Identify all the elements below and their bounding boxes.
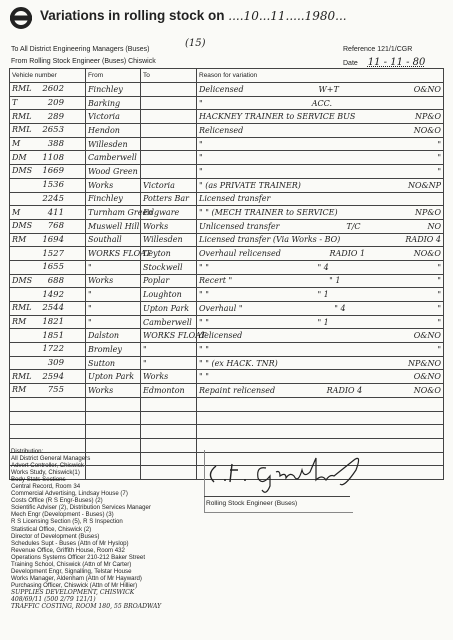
vehicle-number-cell [10,288,86,302]
reason-text: " [199,166,203,176]
from-cell [86,425,141,439]
vehicle-number-cell [10,370,86,384]
vehicle-number-cell [10,110,86,124]
table-row [10,219,444,233]
vehicle-type: RML [12,125,32,135]
table-row [10,83,444,97]
vehicle-type: DMS [12,221,33,231]
reason-note: NP&NO [407,358,441,368]
reason-cell [197,384,444,398]
from-cell: " [86,260,141,274]
reason-code: RADIO 4 [326,385,363,395]
reason-text: Overhaul relicensed [199,249,281,259]
vehicle-num: 1655 [42,262,64,273]
rolling-stock-table [9,68,444,480]
reason-cell [197,425,444,439]
vehicle-num: 2544 [42,303,64,314]
vehicle-type: RML [12,111,32,121]
reason-cell [197,151,444,165]
table-row [10,260,444,274]
distribution-item: Commercial Advertising, Lindsay House (7) [11,490,128,498]
table-row [10,110,444,124]
to-cell: Poplar [141,274,197,288]
page-title [40,8,347,23]
to-cell: Stockwell [141,260,197,274]
to-cell [141,397,197,411]
date-label: Date [343,60,358,67]
distribution-item: Central Record, Room 34 [11,483,81,491]
from-cell [86,397,141,411]
distribution-item: All District General Managers [11,455,91,463]
date-value: 11 - 11 - 80 [367,57,426,68]
from-cell [86,411,141,425]
reason-text: Relicensed [199,125,244,135]
header-reason: Reason for variation [197,69,444,83]
vehicle-number-cell [10,274,86,288]
to-cell [141,165,197,179]
reason-cell [197,206,444,220]
reason-text: Licensed transfer (Via Works - BO) [199,235,341,245]
to-cell [141,110,197,124]
london-transport-roundel-icon [10,7,32,29]
reason-note: NP&O [414,112,441,122]
vehicle-number-cell [10,411,86,425]
reason-text: Delicensed [199,84,244,94]
vehicle-number-cell [10,356,86,370]
table-row [10,356,444,370]
to-cell [141,151,197,165]
vehicle-num: 2594 [42,371,64,382]
vehicle-number-cell [10,397,86,411]
reason-code: RADIO 1 [329,249,366,259]
table-row [10,288,444,302]
reason-cell [197,260,444,274]
reason-cell [197,329,444,343]
reason-note: NO&O [413,125,441,135]
vehicle-number-cell [10,151,86,165]
reason-cell [197,137,444,151]
reason-cell [197,165,444,179]
reason-text: Unlicensed transfer [199,221,280,231]
vehicle-type: RML [12,371,32,381]
from-cell: Muswell Hill [86,219,141,233]
reason-cell [197,233,444,247]
vehicle-num: 388 [47,139,64,150]
table-row [10,343,444,357]
reason-note: " [437,303,441,313]
reason-text: " " [199,372,209,382]
from-cell: WORKS FLOAT [86,247,141,261]
vehicle-number-cell [10,206,86,220]
table-row [10,124,444,138]
from-cell: Hendon [86,124,141,138]
reason-text: " [199,153,203,163]
reason-note: " [437,317,441,327]
reason-cell [197,356,444,370]
from-cell: Victoria [86,110,141,124]
from-cell: Barking [86,96,141,110]
distribution-item: Operations Systems Officer 210-212 Baker Street [11,553,146,561]
sheet-number: (15) [185,38,206,49]
from-cell: Turnham Green [86,206,141,220]
vehicle-number-cell [10,425,86,439]
vehicle-type: DMS [12,275,33,285]
table-row [10,165,444,179]
to-cell: " [141,356,197,370]
vehicle-number-cell [10,260,86,274]
from-cell: Willesden [86,137,141,151]
reason-note: RADIO 4 [405,235,441,245]
signature-image [204,452,384,500]
table-row [10,411,444,425]
distribution-item: Statistical Office, Chiswick (2) [11,525,92,533]
from-cell: " [86,288,141,302]
vehicle-type: RML [12,84,32,94]
table-row [10,96,444,110]
vehicle-type: T [12,98,18,108]
from-cell: Camberwell [86,151,141,165]
distribution-item: Scientific Adviser (2), Distribution Services Manager [11,504,151,512]
reason-text: " " [199,317,209,327]
table-row [10,206,444,220]
vehicle-number-cell [10,384,86,398]
title-text: Variations in rolling stock on [40,8,225,23]
vehicle-number-cell [10,178,86,192]
to-cell: WORKS FLOAT [141,329,197,343]
table-row [10,151,444,165]
distribution-item: Costs Office (R S Engr-Buses) (2) [11,497,103,505]
vehicle-type: RM [12,234,27,244]
from-cell: Works [86,384,141,398]
table-row [10,370,444,384]
table-row [10,192,444,206]
table-row [10,384,444,398]
reason-text: " " [199,290,209,300]
header-vehicle-number: Vehicle number [10,69,86,83]
reason-cell [197,247,444,261]
vehicle-number-cell [10,124,86,138]
distribution-item: 408/69/11 (500 2/79 121/1) [11,595,96,603]
from-cell: Bromley [86,343,141,357]
to-cell [141,411,197,425]
vehicle-num: 2245 [42,193,64,204]
reason-note: O&NO [413,331,441,341]
signature-line [204,496,350,497]
to-cell: Loughton [141,288,197,302]
vehicle-type: RML [12,303,32,313]
reason-note: " [437,276,441,286]
reason-note: O&NO [413,84,441,94]
distribution-item: Director of Development (Buses) [11,532,100,540]
vehicle-number-cell [10,165,86,179]
vehicle-num: 2602 [42,84,64,95]
table-row [10,137,444,151]
reason-code: W+T [318,84,339,94]
vehicle-number-cell [10,83,86,97]
to-cell: " [141,343,197,357]
reason-text: " [199,139,203,149]
vehicle-num: 1694 [42,234,64,245]
reason-text: " [199,98,203,108]
table-row [10,302,444,316]
vehicle-num: 309 [47,358,64,369]
vehicle-num: 1536 [42,180,64,191]
to-line: To All District Engineering Managers (Buses) [11,46,150,53]
reason-note: " [437,166,441,176]
vehicle-num: 2653 [42,125,64,136]
vehicle-number-cell [10,343,86,357]
to-cell: Edgware [141,206,197,220]
reason-note: O&NO [413,372,441,382]
header-to: To [141,69,197,83]
reason-text: " " (ex HACK. TNR) [199,358,278,368]
from-cell: Sutton [86,356,141,370]
vehicle-type: DMS [12,166,33,176]
reason-text: " " [199,344,209,354]
vehicle-number-cell [10,137,86,151]
from-cell: Finchley [86,192,141,206]
reason-note: NP&O [414,208,441,218]
to-cell: Leyton [141,247,197,261]
reason-note: " [437,290,441,300]
distribution-item: Schedules Supt - Buses (Attn of Mr Hyslop) [11,539,129,547]
distribution-item: Purchasing Officer, Chiswick (Attn of Mr Hillier) [11,581,138,589]
vehicle-num: 289 [47,111,64,122]
reason-cell [197,343,444,357]
title-date: ....10...11.....1980... [228,9,347,23]
distribution-item: Advert Controller, Chiswick [11,462,84,470]
vehicle-num: 1722 [42,344,64,355]
vehicle-num: 411 [47,207,64,218]
reason-note: NO&NP [407,180,441,190]
reason-code: ACC. [311,98,332,108]
vehicle-number-cell [10,192,86,206]
from-cell: Works [86,274,141,288]
vehicle-number-cell [10,247,86,261]
distribution-item: Works Manager, Aldenham (Attn of Mr Hayward) [11,574,142,582]
reason-note: " [437,344,441,354]
reason-note: NO&O [413,249,441,259]
distribution-heading: Distribution: [11,448,44,455]
date-field [343,57,425,68]
reason-cell [197,411,444,425]
vehicle-type: M [12,139,21,149]
from-cell: Works [86,178,141,192]
reason-text: Licensed transfer [199,194,271,204]
reason-note: " [437,153,441,163]
vehicle-num: 1669 [42,166,64,177]
reason-cell [197,288,444,302]
table-row [10,233,444,247]
to-cell: Works [141,370,197,384]
reason-cell [197,302,444,316]
reason-note: NO [427,221,441,231]
table-header-row [10,69,444,83]
reason-cell [197,315,444,329]
distribution-item: Works Study, Chiswick(1) [11,469,80,477]
vehicle-type: RM [12,385,27,395]
to-cell [141,96,197,110]
reason-cell [197,110,444,124]
distribution-item: Training School, Chiswick (Attn of Mr Carter) [11,560,132,568]
to-cell: Upton Park [141,302,197,316]
reason-cell [197,274,444,288]
vehicle-num: 209 [47,98,64,109]
distribution-item: Body Stats Sections [11,476,66,484]
reason-cell [197,219,444,233]
header-from: From [86,69,141,83]
distribution-item: Development Engr, Signalling, Telstar House [11,567,132,575]
table-row [10,315,444,329]
to-cell: Potters Bar [141,192,197,206]
reason-text: " " [199,262,209,272]
distribution-item: Revenue Office, Griffith House, Room 432 [11,546,125,554]
from-cell: " [86,302,141,316]
from-cell: " [86,315,141,329]
to-cell [141,425,197,439]
reason-cell [197,178,444,192]
reason-note: NO&O [413,385,441,395]
to-cell [141,124,197,138]
vehicle-type: M [12,207,21,217]
reason-code: " 1 [329,276,341,286]
vehicle-number-cell [10,329,86,343]
from-cell: Southall [86,233,141,247]
table-row [10,397,444,411]
to-cell [141,83,197,97]
vehicle-number-cell [10,219,86,233]
reason-text: " " (MECH TRAINER to SERVICE) [199,208,338,218]
reason-code: " 4 [317,262,329,272]
to-cell: Victoria [141,178,197,192]
table-row [10,329,444,343]
table-row [10,247,444,261]
from-cell: Dalston [86,329,141,343]
reason-text: HACKNEY TRAINER to SERVICE BUS [199,112,356,122]
table-row [10,425,444,439]
from-line: From Rolling Stock Engineer (Buses) Chiswick [11,58,156,65]
vehicle-type: DM [12,152,27,162]
reason-code: " 4 [334,303,346,313]
to-cell: Willesden [141,233,197,247]
reason-code: " 1 [317,317,329,327]
distribution-item: R S Licensing Section (5), R S Inspection [11,518,123,526]
reason-cell [197,83,444,97]
to-cell: Edmonton [141,384,197,398]
distribution-list [11,448,211,610]
distribution-item: Mech Engr (Development - Buses) (3) [11,511,114,519]
reason-text: Overhaul " [199,303,243,313]
vehicle-num: 768 [47,221,64,232]
vehicle-num: 1527 [42,248,64,259]
reason-cell [197,370,444,384]
reason-cell [197,397,444,411]
reason-text: " (as PRIVATE TRAINER) [199,180,301,190]
reason-cell [197,192,444,206]
vehicle-type: RM [12,317,27,327]
vehicle-number-cell [10,96,86,110]
reason-text: delicensed [199,331,243,341]
to-cell: Camberwell [141,315,197,329]
reason-cell [197,124,444,138]
reason-text: Recert " [199,276,233,286]
vehicle-number-cell [10,302,86,316]
reason-note: " [437,262,441,272]
signature-title: Rolling Stock Engineer (Buses) [206,500,298,507]
reason-code: " 1 [317,290,329,300]
vehicle-num: 1821 [42,317,64,328]
reason-cell [197,96,444,110]
vehicle-num: 688 [47,275,64,286]
reason-code: T/C [346,221,361,231]
reference: Reference 121/1/CGR [343,46,413,53]
distribution-item: SUPPLIES DEVELOPMENT, CHISWICK [11,588,135,596]
vehicle-num: 1851 [42,330,64,341]
distribution-item: TRAFFIC COSTING, ROOM 180, 55 BROADWAY [11,603,162,611]
to-cell: Works [141,219,197,233]
vehicle-num: 755 [47,385,64,396]
vehicle-num: 1108 [42,152,64,163]
to-cell [141,137,197,151]
vehicle-num: 1492 [42,289,64,300]
vehicle-number-cell [10,315,86,329]
from-cell: Finchley [86,83,141,97]
from-cell: Upton Park [86,370,141,384]
reason-text: Repaint relicensed [199,385,276,395]
table-row [10,274,444,288]
from-cell: Wood Green [86,165,141,179]
table-row [10,178,444,192]
reason-note: " [437,139,441,149]
vehicle-number-cell [10,233,86,247]
